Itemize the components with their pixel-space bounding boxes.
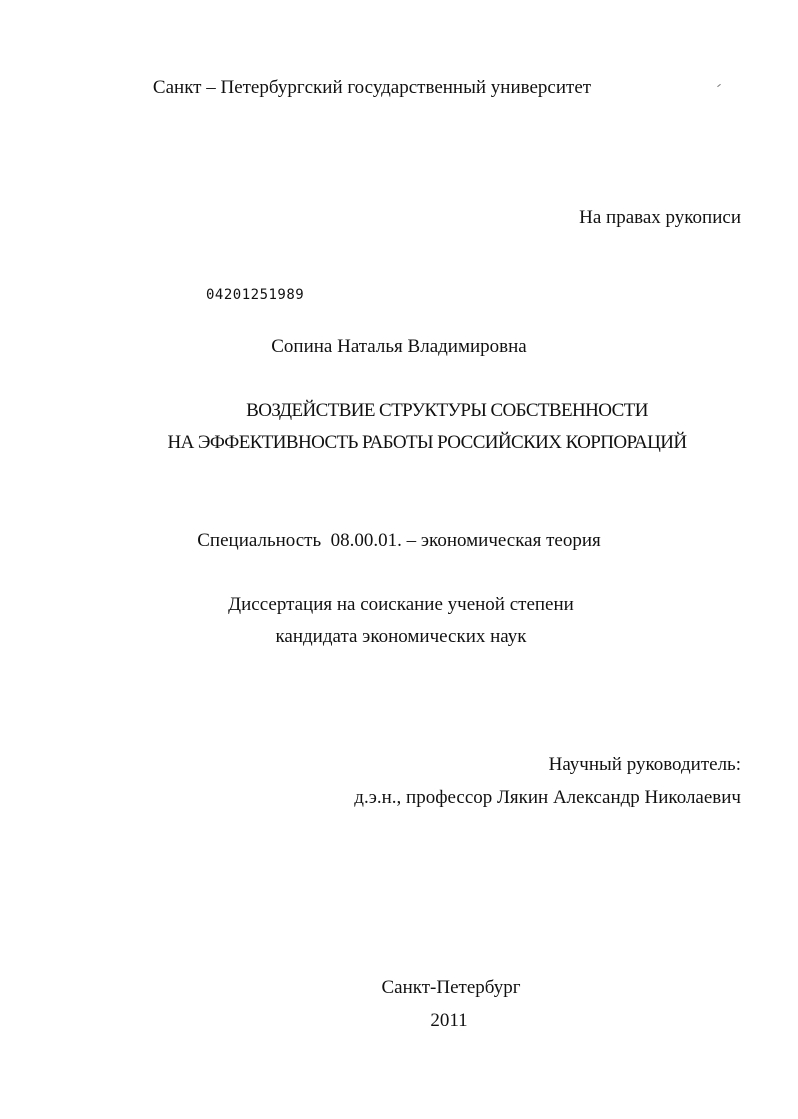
author-name: Сопина Наталья Владимировна xyxy=(271,336,527,357)
title-line-2: НА ЭФФЕКТИВНОСТЬ РАБОТЫ РОССИЙСКИХ КОРПОРАЦИЙ xyxy=(167,432,687,453)
catalog-number: 04201251989 xyxy=(206,287,305,303)
supervisor-name: д.э.н., профессор Лякин Александр Николаевич xyxy=(354,787,741,808)
city: Санкт-Петербург xyxy=(381,977,521,998)
degree-line-2: кандидата экономических наук xyxy=(275,626,527,647)
degree-line-1: Диссертация на соискание ученой степени xyxy=(228,594,574,615)
title-line-1: ВОЗДЕЙСТВИЕ СТРУКТУРЫ СОБСТВЕННОСТИ xyxy=(246,400,648,421)
specialty: Специальность 08.00.01. – экономическая теория xyxy=(197,530,601,551)
manuscript-note: На правах рукописи xyxy=(579,207,741,228)
supervisor-label: Научный руководитель: xyxy=(548,754,741,775)
year: 2011 xyxy=(430,1010,468,1031)
university-name: Санкт – Петербургский государственный университет xyxy=(152,77,592,98)
